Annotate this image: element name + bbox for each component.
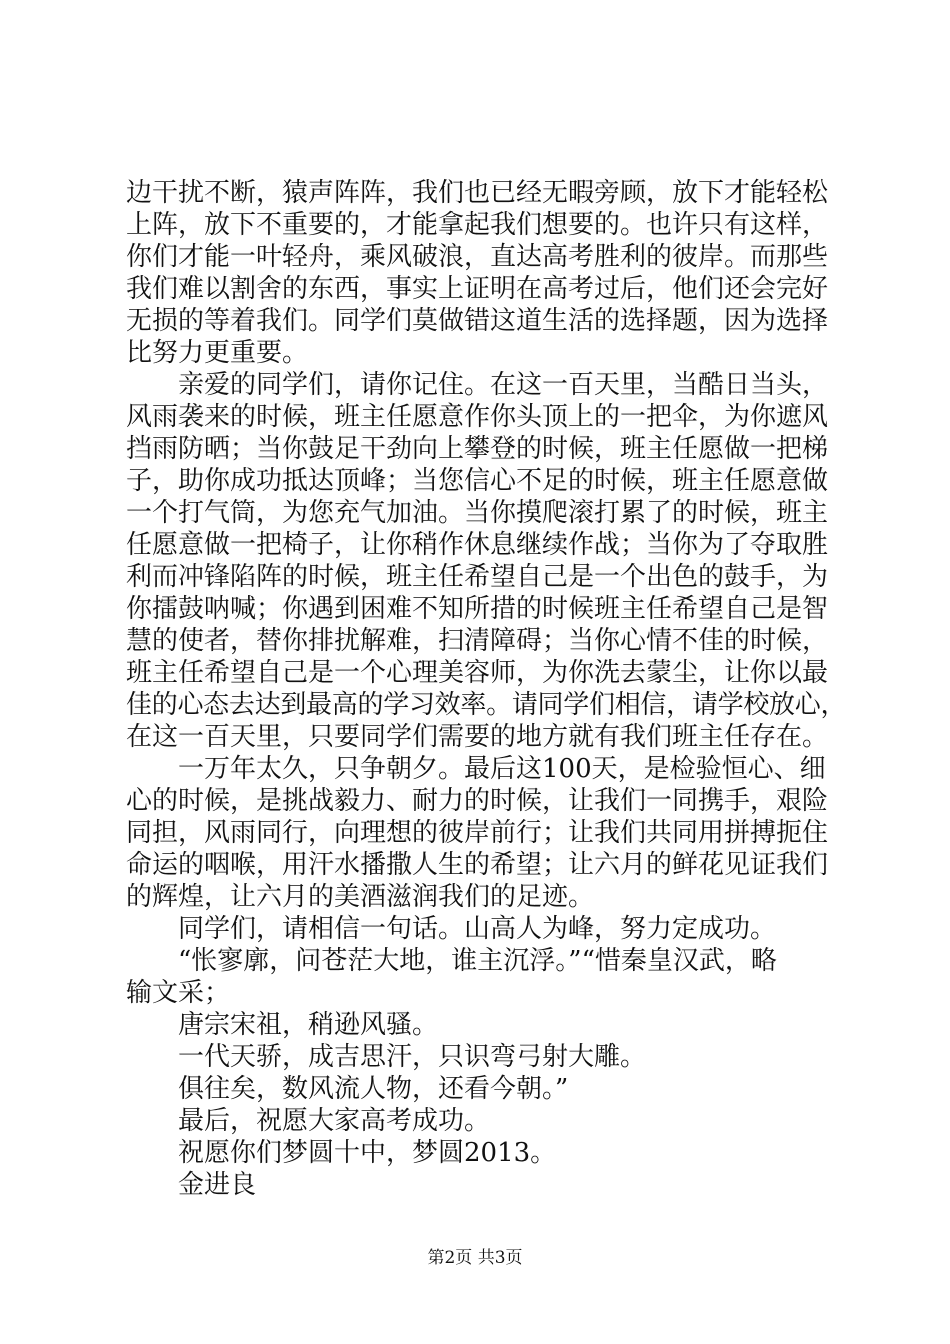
- text-line: 边干扰不断，猿声阵阵，我们也已经无暇旁顾，放下才能轻松: [126, 178, 829, 208]
- signature: 金进良: [178, 1170, 257, 1200]
- text-line: 在这一百天里，只要同学们需要的地方就有我们班主任存在。: [126, 722, 829, 752]
- text-line: 挡雨防晒；当你鼓足干劲向上攀登的时候，班主任愿做一把梯: [126, 434, 829, 464]
- text-line: 班主任希望自己是一个心理美容师，为你洗去蒙尘，让你以最: [126, 658, 829, 688]
- text-line: 你们才能一叶轻舟，乘风破浪，直达高考胜利的彼岸。而那些: [126, 242, 829, 272]
- paragraph-start-line: 一万年太久，只争朝夕。最后这100天，是检验恒心、细: [178, 754, 826, 784]
- text-line: 慧的使者，替你排扰解难，扫清障碍；当你心情不佳的时候，: [126, 626, 829, 656]
- paragraph-start-line: 同学们，请相信一句话。山高人为峰，努力定成功。: [178, 914, 777, 944]
- closing-line: 祝愿你们梦圆十中，梦圆2013。: [178, 1138, 557, 1168]
- paragraph-start-line: “怅寥廓，问苍茫大地，谁主沉浮。”“惜秦皇汉武，略: [178, 946, 777, 976]
- text-line: 心的时候，是挑战毅力、耐力的时候，让我们一同携手，艰险: [126, 786, 829, 816]
- text-line: 佳的心态去达到最高的学习效率。请同学们相信，请学校放心，: [126, 690, 846, 720]
- text-line: 比努力更重要。: [126, 338, 309, 368]
- text-line: 一个打气筒，为您充气加油。当你摸爬滚打累了的时候，班主: [126, 498, 829, 528]
- text-line: 我们难以割舍的东西，事实上证明在高考过后，他们还会完好: [126, 274, 829, 304]
- paragraph-start-line: 亲爱的同学们，请你记住。在这一百天里，当酷日当头，: [178, 370, 829, 400]
- text-line: 上阵，放下不重要的，才能拿起我们想要的。也许只有这样，: [126, 210, 829, 240]
- text-line: 任愿意做一把椅子，让你稍作休息继续作战；当你为了夺取胜: [126, 530, 829, 560]
- text-line: 无损的等着我们。同学们莫做错这道生活的选择题，因为选择: [126, 306, 829, 336]
- poem-line: 唐宗宋祖，稍逊风骚。: [178, 1010, 439, 1040]
- text-line: 子，助你成功抵达顶峰；当您信心不足的时候，班主任愿意做: [126, 466, 829, 496]
- text-line: 利而冲锋陷阵的时候，班主任希望自己是一个出色的鼓手，为: [126, 562, 829, 592]
- text-line: 风雨袭来的时候，班主任愿意作你头顶上的一把伞，为你遮风: [126, 402, 829, 432]
- closing-line: 最后，祝愿大家高考成功。: [178, 1106, 491, 1136]
- page-number-footer: 第2页 共3页: [427, 1248, 523, 1268]
- text-line: 的辉煌，让六月的美酒滋润我们的足迹。: [126, 882, 595, 912]
- text-line: 你擂鼓呐喊；你遇到困难不知所措的时候班主任希望自己是智: [126, 594, 829, 624]
- text-line: 同担，风雨同行，向理想的彼岸前行；让我们共同用拼搏扼住: [126, 818, 829, 848]
- poem-line: 一代天骄，成吉思汗，只识弯弓射大雕。: [178, 1042, 647, 1072]
- text-line: 命运的咽喉，用汗水播撒人生的希望；让六月的鲜花见证我们: [126, 850, 829, 880]
- text-line: 输文采；: [126, 978, 231, 1008]
- poem-line: 俱往矣，数风流人物，还看今朝。”: [178, 1074, 569, 1104]
